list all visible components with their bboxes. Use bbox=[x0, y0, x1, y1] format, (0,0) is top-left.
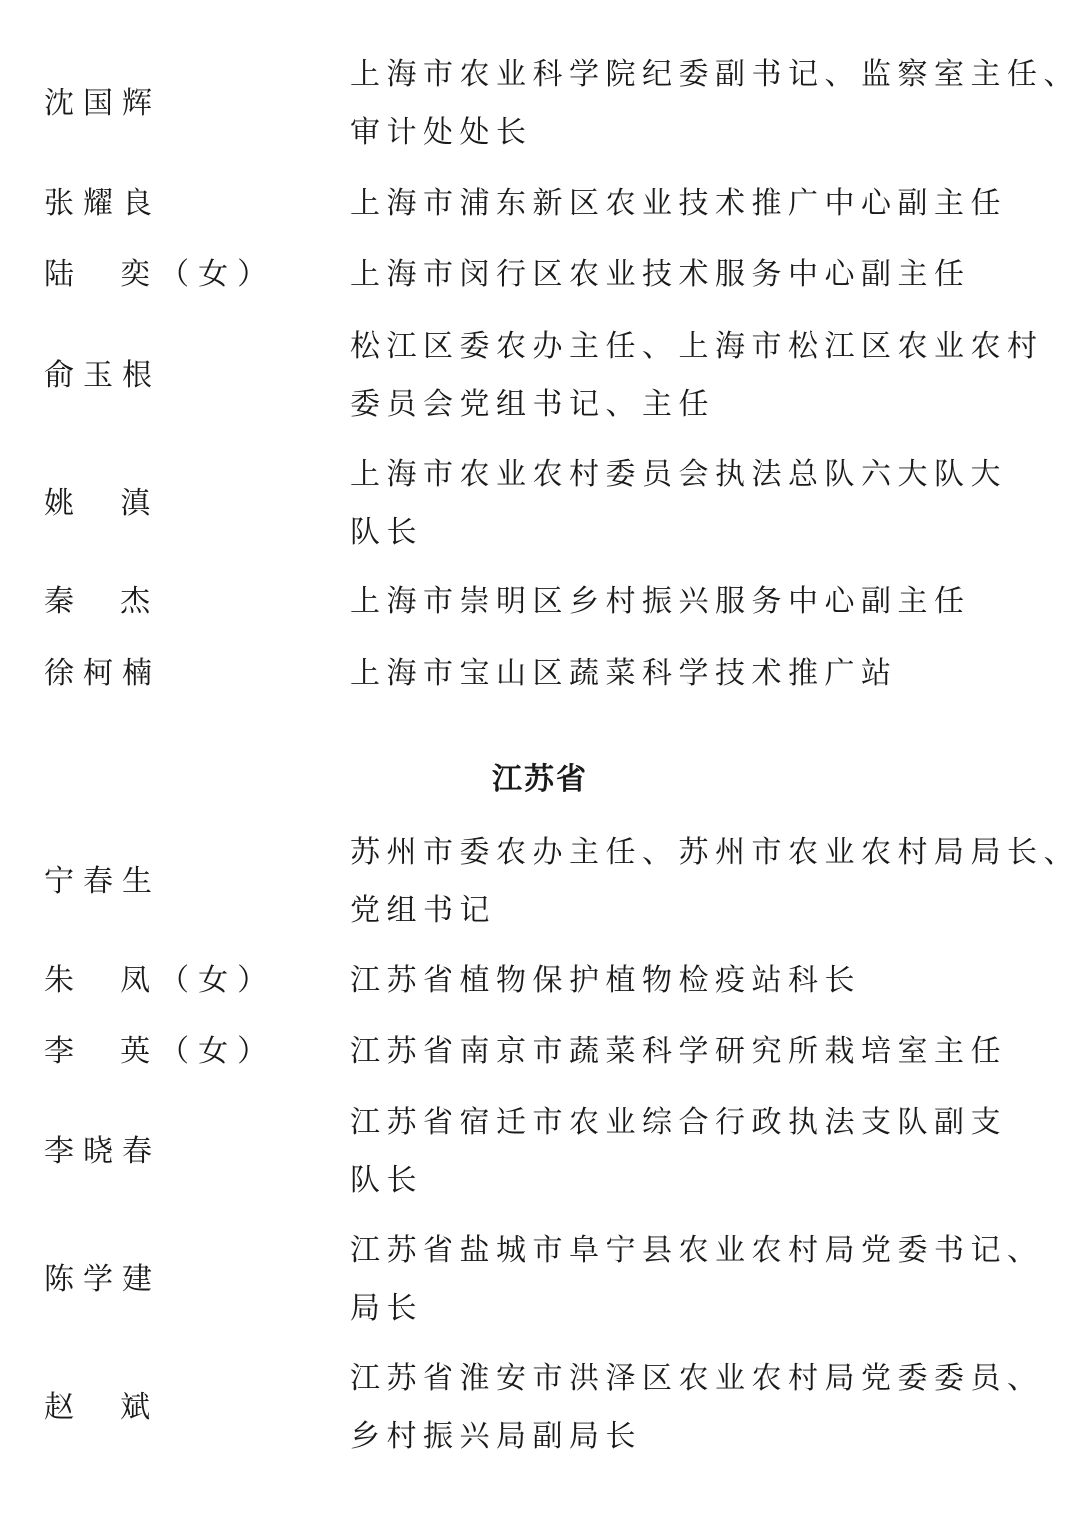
person-name: 徐柯楠 bbox=[44, 656, 161, 691]
person-name: 朱 凤（女） bbox=[44, 963, 277, 998]
title-line: 江苏省淮安市洪泽区农业农村局党委委员、 bbox=[350, 1361, 1044, 1396]
person-name: 沈国辉 bbox=[44, 86, 161, 121]
person-title bbox=[350, 645, 1050, 703]
title-line: 委员会党组书记、主任 bbox=[350, 387, 715, 422]
person-name: 俞玉根 bbox=[44, 358, 161, 393]
person-title bbox=[350, 1094, 1050, 1210]
title-line: 江苏省南京市蔬菜科学研究所栽培室主任 bbox=[350, 1034, 1007, 1069]
title-line: 松江区委农办主任、上海市松江区农业农村 bbox=[350, 329, 1044, 364]
person-title bbox=[350, 1222, 1050, 1338]
province-heading: 江苏省 bbox=[492, 762, 588, 797]
title-line: 苏州市委农办主任、苏州市农业农村局局长、 bbox=[350, 835, 1080, 870]
title-line: 上海市崇明区乡村振兴服务中心副主任 bbox=[350, 584, 971, 619]
person-title bbox=[350, 246, 1050, 304]
person-name: 陈学建 bbox=[44, 1262, 161, 1297]
person-name: 李晓春 bbox=[44, 1134, 161, 1169]
person-name: 赵 斌 bbox=[44, 1390, 160, 1425]
person-title bbox=[350, 952, 1050, 1010]
title-line: 江苏省盐城市阜宁县农业农村局党委书记、 bbox=[350, 1233, 1044, 1268]
title-line: 局长 bbox=[350, 1291, 423, 1326]
title-line: 上海市浦东新区农业技术推广中心副主任 bbox=[350, 186, 1007, 221]
title-line: 上海市农业农村委员会执法总队六大队大 bbox=[350, 457, 1007, 492]
person-name: 陆 奕（女） bbox=[44, 257, 277, 292]
title-line: 队长 bbox=[350, 1163, 423, 1198]
title-line: 乡村振兴局副局长 bbox=[350, 1419, 642, 1454]
person-title bbox=[350, 175, 1050, 233]
title-line: 上海市宝山区蔬菜科学技术推广站 bbox=[350, 656, 898, 691]
title-line: 党组书记 bbox=[350, 893, 496, 928]
person-title bbox=[350, 1023, 1050, 1081]
title-line: 审计处处长 bbox=[350, 115, 533, 150]
person-name: 张耀良 bbox=[44, 186, 161, 221]
title-line: 江苏省植物保护植物检疫站科长 bbox=[350, 963, 861, 998]
title-line: 上海市闵行区农业技术服务中心副主任 bbox=[350, 257, 971, 292]
person-name: 宁春生 bbox=[44, 864, 161, 899]
person-title bbox=[350, 1350, 1050, 1466]
person-name: 姚 滇 bbox=[44, 486, 160, 521]
person-title bbox=[350, 446, 1050, 562]
person-name: 秦 杰 bbox=[44, 584, 160, 619]
title-line: 江苏省宿迁市农业综合行政执法支队副支 bbox=[350, 1105, 1007, 1140]
person-title bbox=[350, 573, 1050, 631]
title-line: 上海市农业科学院纪委副书记、监察室主任、 bbox=[350, 57, 1080, 92]
person-title bbox=[350, 46, 1080, 162]
person-name: 李 英（女） bbox=[44, 1034, 277, 1069]
person-title bbox=[350, 824, 1080, 940]
title-line: 队长 bbox=[350, 515, 423, 550]
person-title bbox=[350, 318, 1050, 434]
